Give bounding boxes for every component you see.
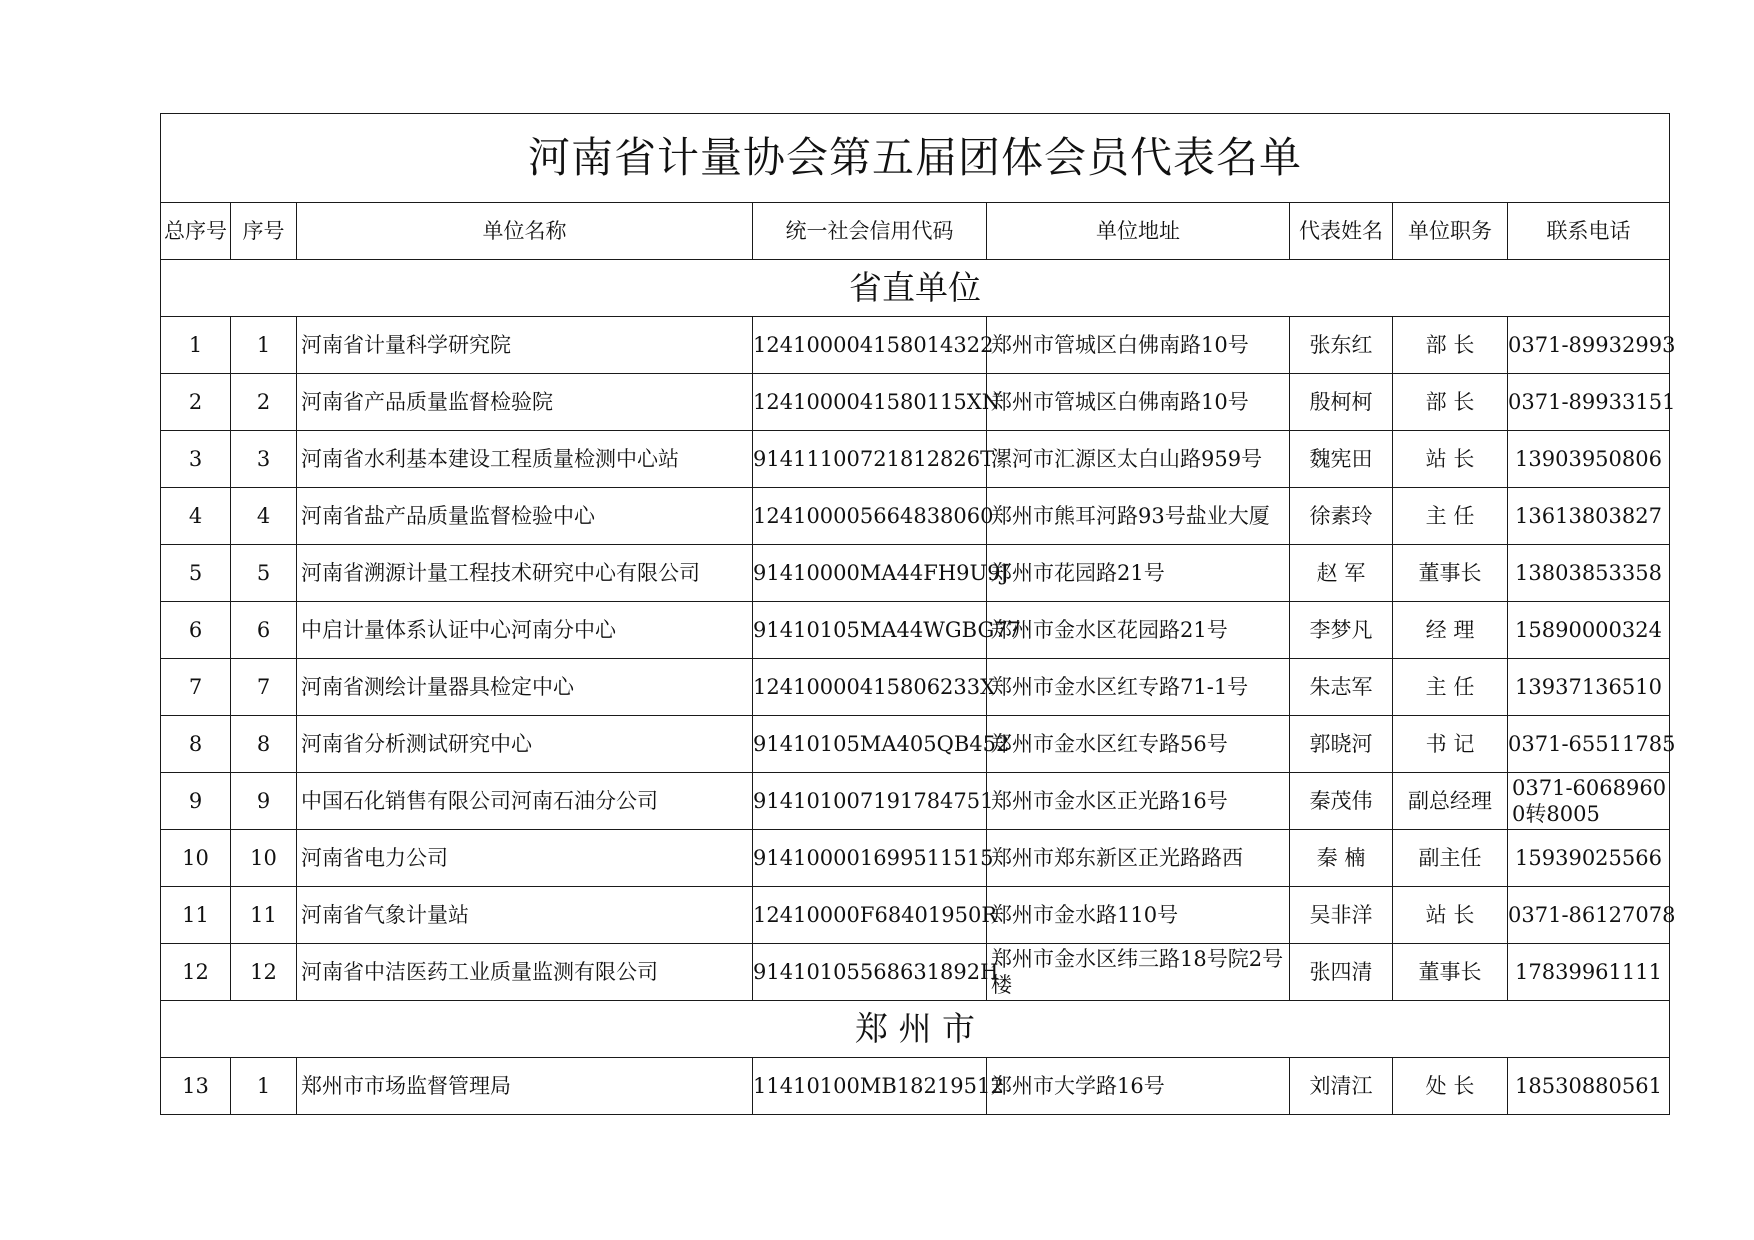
cell-total-no: 5 <box>161 545 231 602</box>
table-row <box>161 830 1670 887</box>
cell-total-no: 2 <box>161 374 231 431</box>
cell-phone: 15890000324 <box>1508 602 1670 659</box>
cell-unit-name: 河南省溯源计量工程技术研究中心有限公司 <box>297 545 753 602</box>
cell-position: 处 长 <box>1393 1058 1508 1115</box>
cell-unit-address: 郑州市金水区红专路56号 <box>987 716 1290 773</box>
cell-seq: 1 <box>231 1058 297 1115</box>
table-row <box>161 317 1670 374</box>
cell-credit-code: 914101007191784751 <box>753 773 987 830</box>
cell-position: 董事长 <box>1393 545 1508 602</box>
cell-position: 站 长 <box>1393 887 1508 944</box>
cell-seq: 11 <box>231 887 297 944</box>
cell-unit-address: 漯河市汇源区太白山路959号 <box>987 431 1290 488</box>
cell-position: 站 长 <box>1393 431 1508 488</box>
cell-unit-name: 河南省盐产品质量监督检验中心 <box>297 488 753 545</box>
cell-credit-code: 12410000F68401950R <box>753 887 987 944</box>
cell-position: 书 记 <box>1393 716 1508 773</box>
cell-total-no: 1 <box>161 317 231 374</box>
cell-unit-address: 郑州市大学路16号 <box>987 1058 1290 1115</box>
cell-seq: 12 <box>231 944 297 1001</box>
cell-position: 副总经理 <box>1393 773 1508 830</box>
cell-unit-name: 河南省分析测试研究中心 <box>297 716 753 773</box>
cell-representative: 刘清江 <box>1290 1058 1393 1115</box>
header-unit-name: 单位名称 <box>297 203 753 260</box>
table-row <box>161 716 1670 773</box>
cell-unit-address: 郑州市金水区红专路71-1号 <box>987 659 1290 716</box>
cell-credit-code: 91410105568631892H <box>753 944 987 1001</box>
cell-total-no: 7 <box>161 659 231 716</box>
cell-unit-name: 河南省产品质量监督检验院 <box>297 374 753 431</box>
cell-position: 董事长 <box>1393 944 1508 1001</box>
cell-phone: 13903950806 <box>1508 431 1670 488</box>
cell-unit-name: 河南省中洁医药工业质量监测有限公司 <box>297 944 753 1001</box>
cell-unit-address: 郑州市管城区白佛南路10号 <box>987 374 1290 431</box>
title-row <box>161 114 1670 203</box>
cell-total-no: 8 <box>161 716 231 773</box>
cell-phone: 0371-86127078 <box>1508 887 1670 944</box>
cell-phone: 13803853358 <box>1508 545 1670 602</box>
cell-representative: 秦茂伟 <box>1290 773 1393 830</box>
cell-credit-code: 12410000415801​15XN <box>753 374 987 431</box>
cell-unit-address: 郑州市郑东新区正光路路西 <box>987 830 1290 887</box>
cell-representative: 吴非洋 <box>1290 887 1393 944</box>
header-representative: 代表姓名 <box>1290 203 1393 260</box>
cell-unit-address: 郑州市金水区花园路21号 <box>987 602 1290 659</box>
cell-seq: 3 <box>231 431 297 488</box>
cell-credit-code: 11410100MB18219512 <box>753 1058 987 1115</box>
cell-unit-name: 河南省水利基本建设工程质量检测中心站 <box>297 431 753 488</box>
cell-representative: 魏宪田 <box>1290 431 1393 488</box>
cell-total-no: 13 <box>161 1058 231 1115</box>
cell-total-no: 11 <box>161 887 231 944</box>
cell-unit-name: 河南省电力公司 <box>297 830 753 887</box>
cell-phone: 13937136510 <box>1508 659 1670 716</box>
header-unit-address: 单位地址 <box>987 203 1290 260</box>
cell-credit-code: 914100001699511515 <box>753 830 987 887</box>
cell-unit-address: 郑州市管城区白佛南路10号 <box>987 317 1290 374</box>
header-seq: 序号 <box>231 203 297 260</box>
table-row <box>161 431 1670 488</box>
cell-representative: 张东红 <box>1290 317 1393 374</box>
cell-seq: 6 <box>231 602 297 659</box>
cell-credit-code: 12410000415806233X <box>753 659 987 716</box>
section-title: 郑 州 市 <box>161 1001 1670 1058</box>
cell-unit-name: 河南省测绘计量器具检定中心 <box>297 659 753 716</box>
cell-unit-name: 河南省计量科学研究院 <box>297 317 753 374</box>
cell-representative: 郭晓河 <box>1290 716 1393 773</box>
cell-credit-code: 91410105MA405QB452 <box>753 716 987 773</box>
table-row <box>161 1058 1670 1115</box>
cell-phone: 0371-60689600转8005 <box>1508 773 1670 830</box>
cell-unit-name: 郑州市市场监督管理局 <box>297 1058 753 1115</box>
cell-phone: 0371-89932993 <box>1508 317 1670 374</box>
cell-seq: 9 <box>231 773 297 830</box>
table-row <box>161 773 1670 830</box>
table-row <box>161 887 1670 944</box>
cell-phone: 13613803827 <box>1508 488 1670 545</box>
cell-seq: 5 <box>231 545 297 602</box>
cell-seq: 7 <box>231 659 297 716</box>
cell-credit-code: 91410105MA44WGBG77 <box>753 602 987 659</box>
cell-representative: 赵 军 <box>1290 545 1393 602</box>
cell-position: 副主任 <box>1393 830 1508 887</box>
cell-representative: 徐素玲 <box>1290 488 1393 545</box>
cell-total-no: 12 <box>161 944 231 1001</box>
cell-unit-address: 郑州市金水区正光路16号 <box>987 773 1290 830</box>
cell-representative: 殷柯柯 <box>1290 374 1393 431</box>
cell-unit-address: 郑州市花园路21号 <box>987 545 1290 602</box>
cell-unit-name: 中启计量体系认证中心河南分中心 <box>297 602 753 659</box>
header-row <box>161 203 1670 260</box>
cell-phone: 15939025566 <box>1508 830 1670 887</box>
cell-phone: 18530880561 <box>1508 1058 1670 1115</box>
cell-representative: 张四清 <box>1290 944 1393 1001</box>
cell-total-no: 3 <box>161 431 231 488</box>
cell-seq: 2 <box>231 374 297 431</box>
cell-position: 部 长 <box>1393 374 1508 431</box>
cell-unit-address: 郑州市金水区纬三路18号院2号楼 <box>987 944 1290 1001</box>
member-roster-table <box>160 113 1676 1115</box>
document-title: 河南省计量协会第五届团体会员代表名单 <box>161 114 1670 203</box>
header-credit-code: 统一社会信用代码 <box>753 203 987 260</box>
header-total-no: 总序号 <box>161 203 231 260</box>
cell-credit-code: 124100005664838060 <box>753 488 987 545</box>
cell-position: 经 理 <box>1393 602 1508 659</box>
table-row <box>161 659 1670 716</box>
cell-unit-name: 河南省气象计量站 <box>297 887 753 944</box>
cell-position: 主 任 <box>1393 659 1508 716</box>
cell-seq: 10 <box>231 830 297 887</box>
cell-unit-address: 郑州市金水路110号 <box>987 887 1290 944</box>
cell-position: 主 任 <box>1393 488 1508 545</box>
table-row <box>161 488 1670 545</box>
header-phone: 联系电话 <box>1508 203 1670 260</box>
cell-phone: 17839961111 <box>1508 944 1670 1001</box>
cell-credit-code: 91410000MA44FH9U9J <box>753 545 987 602</box>
cell-total-no: 10 <box>161 830 231 887</box>
cell-representative: 秦 楠 <box>1290 830 1393 887</box>
cell-representative: 朱志军 <box>1290 659 1393 716</box>
header-position: 单位职务 <box>1393 203 1508 260</box>
cell-unit-name: 中国石化销售有限公司河南石油分公司 <box>297 773 753 830</box>
cell-representative: 李梦凡 <box>1290 602 1393 659</box>
table-row <box>161 545 1670 602</box>
cell-total-no: 4 <box>161 488 231 545</box>
cell-credit-code: 91411100721812826T <box>753 431 987 488</box>
table-row <box>161 602 1670 659</box>
section-row <box>161 1001 1670 1058</box>
cell-unit-address: 郑州市熊耳河路93号盐业大厦 <box>987 488 1290 545</box>
cell-seq: 8 <box>231 716 297 773</box>
cell-total-no: 9 <box>161 773 231 830</box>
cell-position: 部 长 <box>1393 317 1508 374</box>
cell-total-no: 6 <box>161 602 231 659</box>
cell-phone: 0371-65511785 <box>1508 716 1670 773</box>
section-row <box>161 260 1670 317</box>
table-row <box>161 374 1670 431</box>
cell-seq: 4 <box>231 488 297 545</box>
cell-credit-code: 124100004158014322 <box>753 317 987 374</box>
cell-phone: 0371-89933151 <box>1508 374 1670 431</box>
table-row <box>161 944 1670 1001</box>
cell-seq: 1 <box>231 317 297 374</box>
section-title: 省直单位 <box>161 260 1670 317</box>
